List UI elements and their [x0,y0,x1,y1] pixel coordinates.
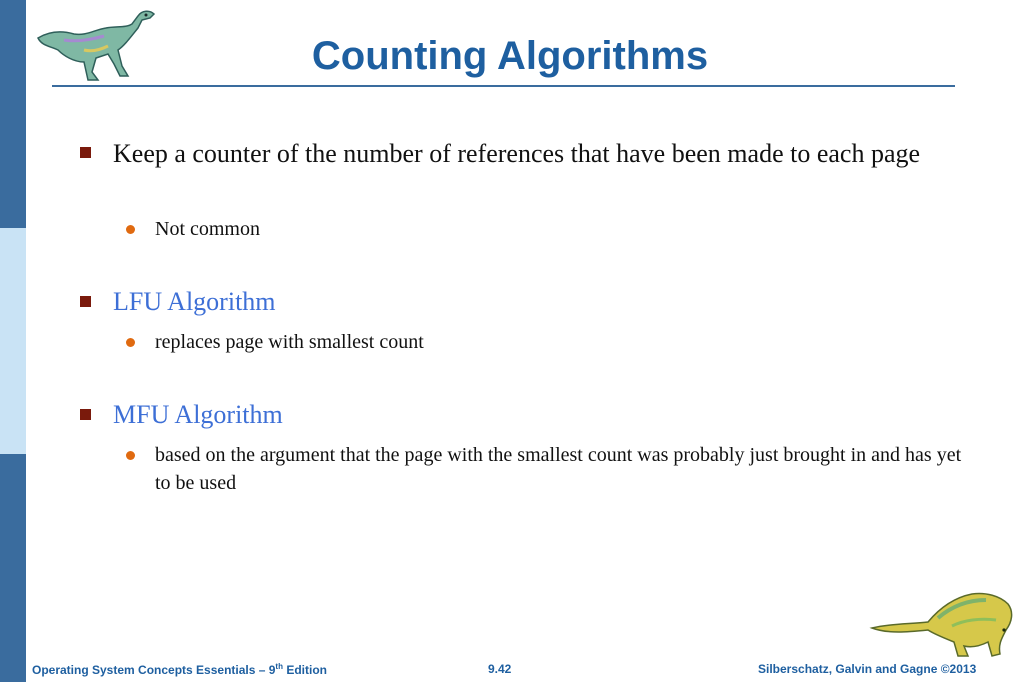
footer-authors: Silberschatz, Galvin and Gagne ©2013 [758,662,977,676]
slide-title: Counting Algorithms [311,34,709,78]
sub-bullet-lfu: replaces page with smallest count [155,331,424,353]
bullet-counter-text: Keep a counter of the number of references that have been made to each page [113,139,921,168]
footer-book-title: Operating System Concepts Essentials – 9th Edition [32,662,327,677]
side-bar-top-segment [0,0,26,228]
round-bullet-icon [126,225,135,234]
square-bullet-icon [80,409,91,420]
heading-mfu-algorithm: MFU Algorithm [113,400,283,429]
side-bar-middle-segment [0,228,26,454]
sub-bullet-not-common: Not common [155,218,260,240]
round-bullet-icon [126,338,135,347]
sub-bullet-mfu: based on the argument that the page with the smallest count was probably just brought in and has yet to be used [155,444,962,494]
square-bullet-icon [80,147,91,158]
dinosaur-logo-icon [34,6,158,84]
dinosaur-corner-icon [868,584,1016,660]
title-divider [52,85,955,87]
square-bullet-icon [80,296,91,307]
heading-lfu-algorithm: LFU Algorithm [113,287,276,316]
side-bar-bottom-segment [0,454,26,682]
round-bullet-icon [126,451,135,460]
footer-page-number: 9.42 [488,662,512,676]
side-bar [0,0,26,682]
